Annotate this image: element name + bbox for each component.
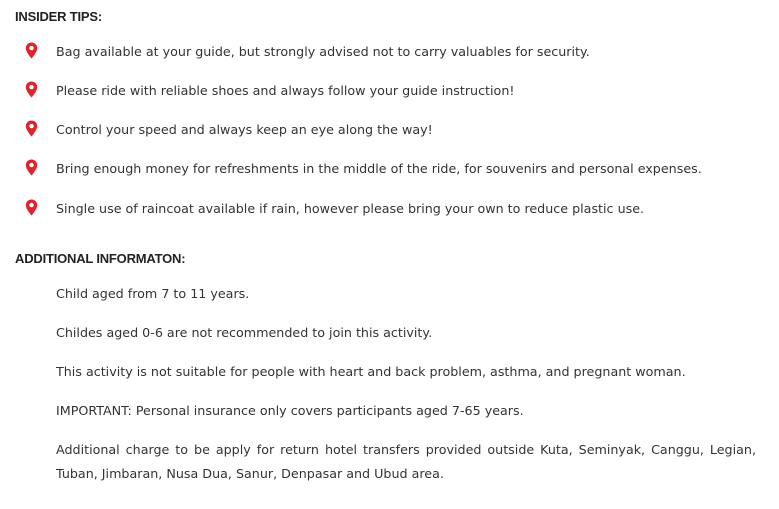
insider-tip-text: Control your speed and always keep an eye along the way! xyxy=(56,122,433,137)
insider-tip-text: Bag available at your guide, but strongly advised not to carry valuables for security. xyxy=(56,44,590,59)
additional-info-item: Childes aged 0-6 are not recommended to join this activity. xyxy=(56,325,433,340)
additional-information-heading: ADDITIONAL INFORMATON: xyxy=(15,251,186,266)
map-pin-icon xyxy=(25,199,38,216)
map-pin-icon xyxy=(25,81,38,98)
insider-tip-text: Single use of raincoat available if rain, however please bring your own to reduce plastic use. xyxy=(56,201,645,216)
insider-tip-text: Please ride with reliable shoes and always follow your guide instruction! xyxy=(56,83,515,98)
insider-tip-item xyxy=(0,120,760,140)
insider-tip-item xyxy=(0,81,760,101)
insider-tip-item xyxy=(0,199,760,219)
additional-info-item: IMPORTANT: Personal insurance only covers participants aged 7-65 years. xyxy=(56,403,524,418)
insider-tip-text: Bring enough money for refreshments in the middle of the ride, for souvenirs and personal expenses. xyxy=(56,161,702,176)
insider-tip-item xyxy=(0,159,760,179)
insider-tips-heading: INSIDER TIPS: xyxy=(15,9,102,24)
map-pin-icon xyxy=(25,42,38,59)
additional-info-item: Additional charge to be apply for return hotel transfers provided outside Kuta, Seminyak, Canggu, Legian, Tuban, Jimbaran, Nusa Dua, Sanur, Denpasar and Ubud area. xyxy=(56,442,756,481)
map-pin-icon xyxy=(25,120,38,137)
additional-info-item: Child aged from 7 to 11 years. xyxy=(56,286,250,301)
map-pin-icon xyxy=(25,159,38,176)
additional-info-item: This activity is not suitable for people with heart and back problem, asthma, and pregnant woman. xyxy=(56,364,686,379)
insider-tip-item xyxy=(0,42,760,62)
